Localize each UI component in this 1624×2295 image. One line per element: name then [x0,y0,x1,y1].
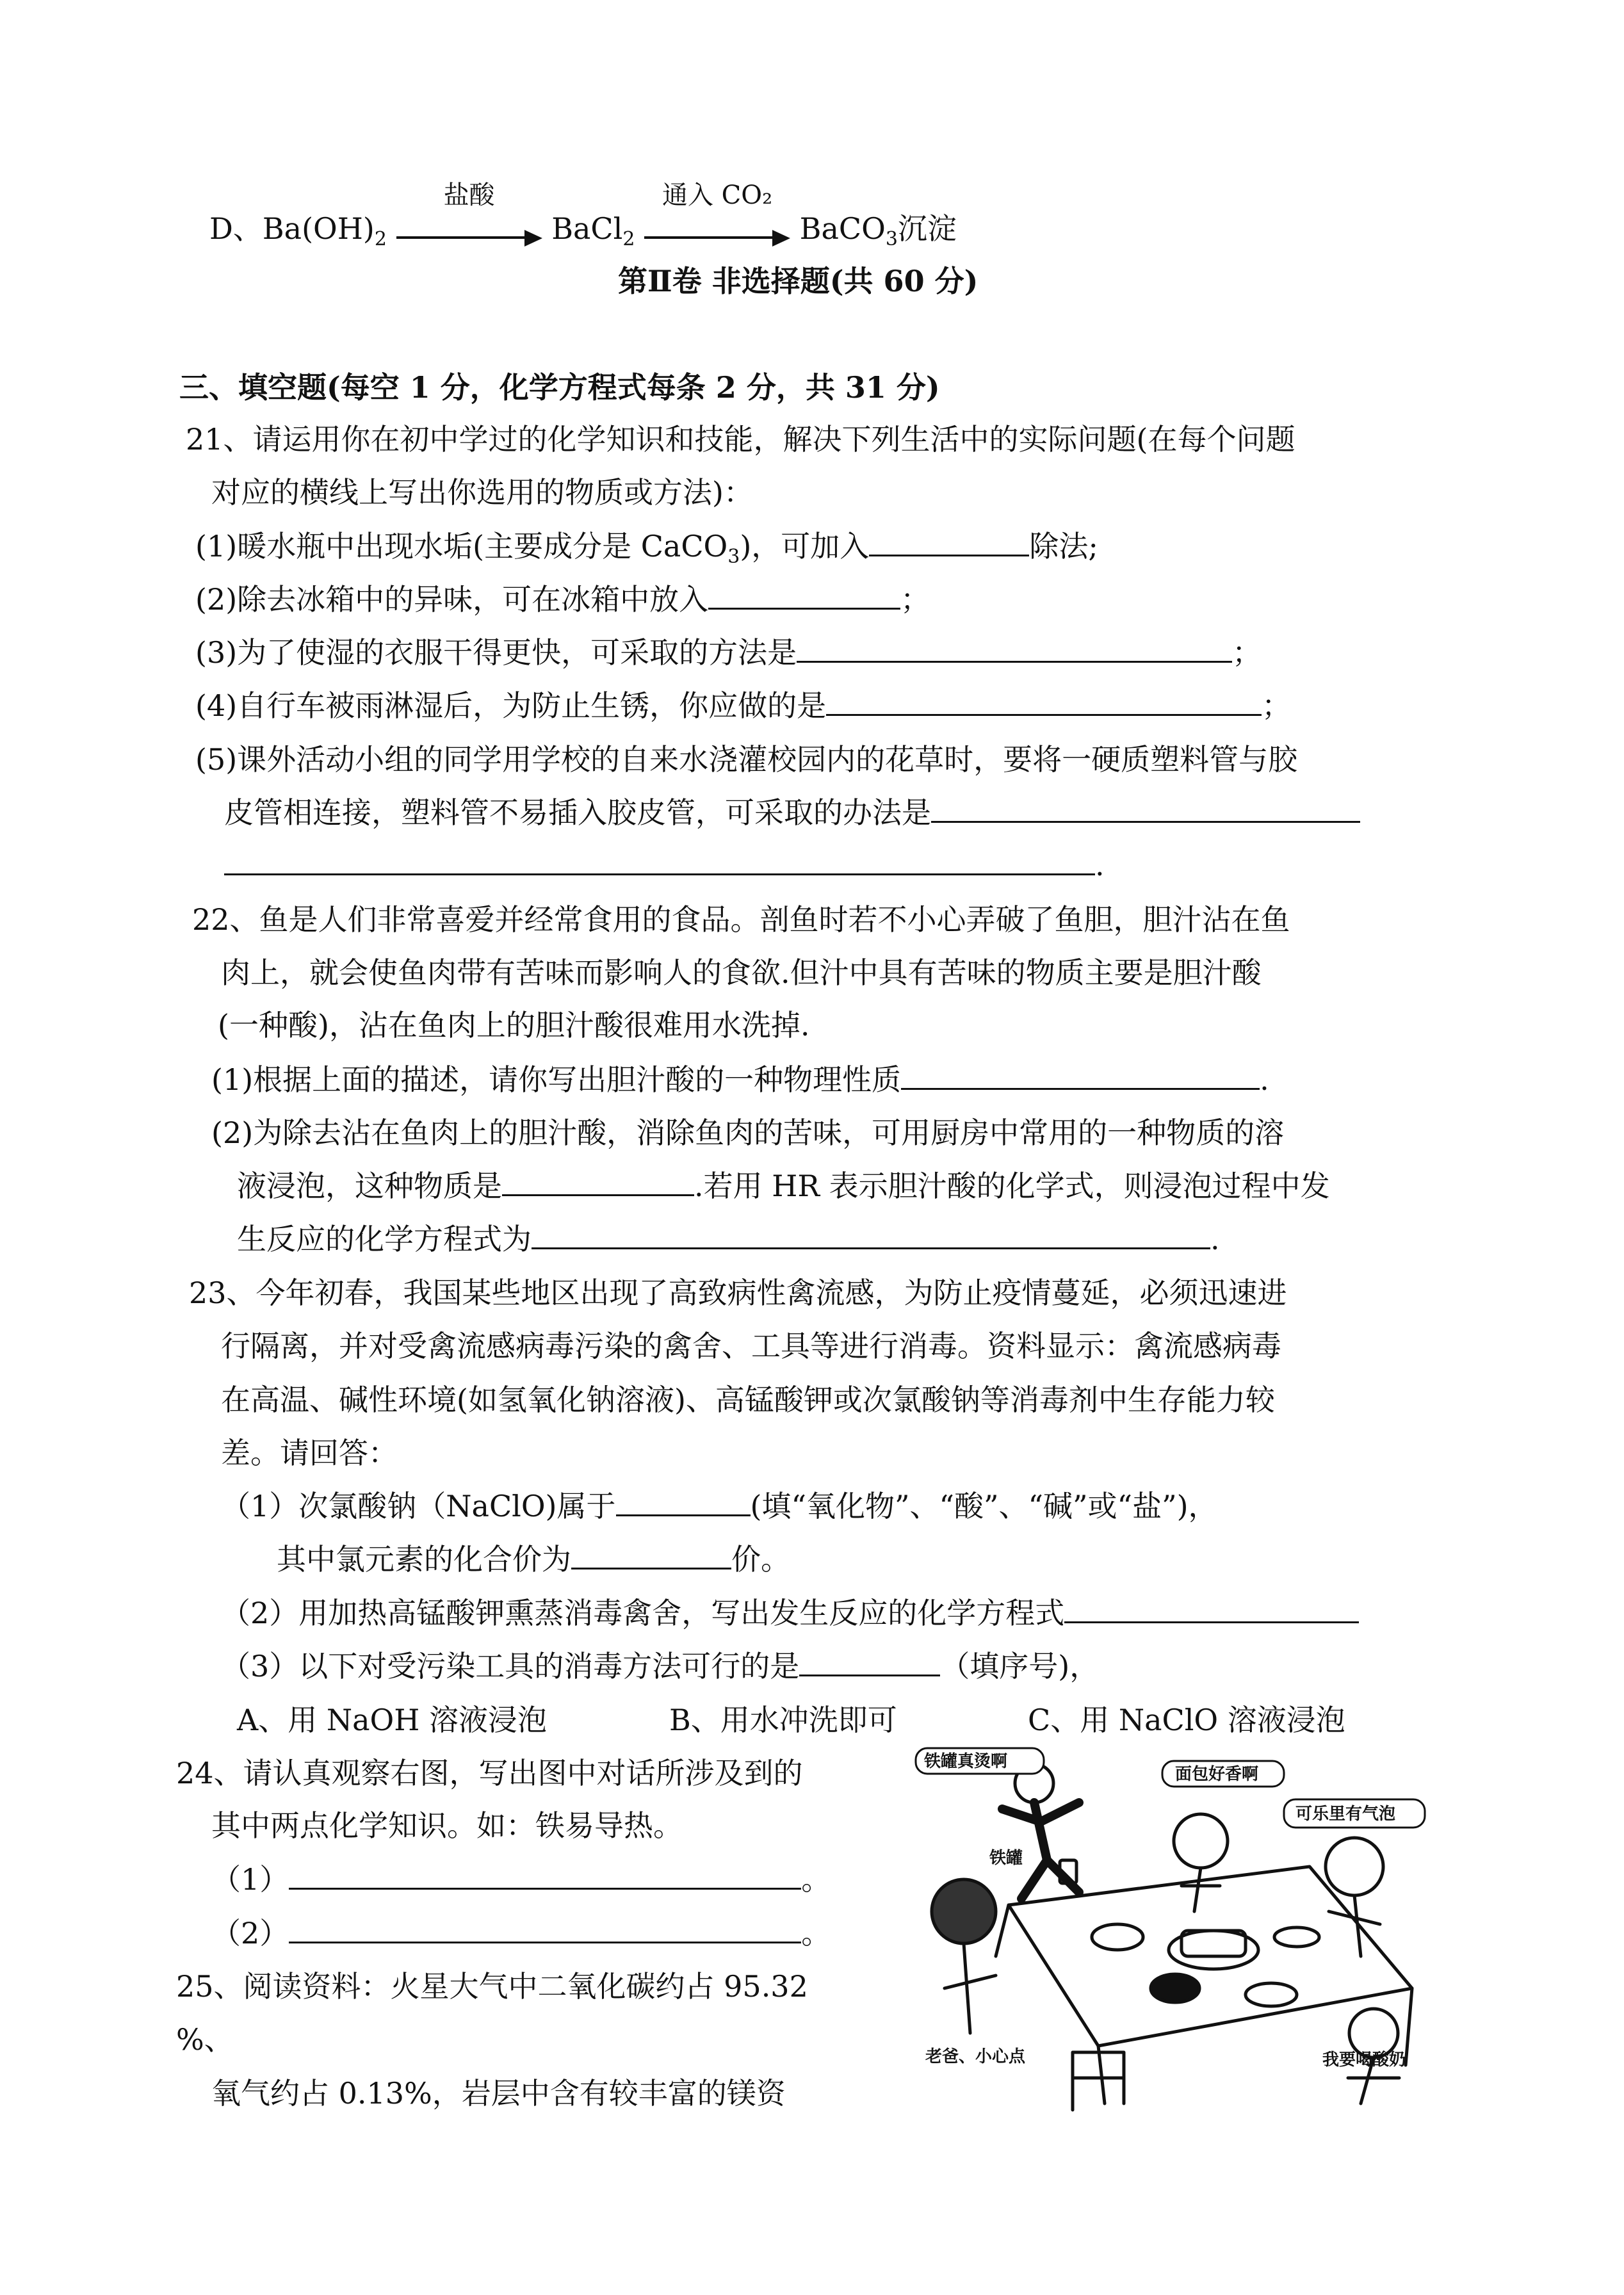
q23-option-a: A、用 NaOH 溶液浸泡 [237,1703,547,1737]
child-2-head [1326,1838,1383,1895]
q23-option-c: C、用 NaClO 溶液浸泡 [1028,1703,1345,1737]
q22-answer-2-blank[interactable] [502,1166,694,1196]
q23-part-1: （1）次氯酸钠（NaClO)属于 (填“氧化物”、“酸”、“碱”或“盐”)， [221,1486,1218,1526]
q25-stem-1: 25、阅读资料：火星大气中二氧化碳约占 95.32 [176,1969,808,2004]
q21-part-5-cont: 皮管相连接，塑料管不易插入胶皮管，可采取的办法是 [224,793,1360,832]
reaction-sub-3: 3 [885,228,898,250]
q25-stem-2: %、 [176,2022,234,2057]
q21-answer-2-blank[interactable] [708,580,900,610]
q23-option-b: B、用水冲洗即可 [669,1703,897,1737]
q21-answer-1-blank[interactable] [869,526,1029,556]
reaction-arrow-1 [396,181,542,248]
child-1-head [1174,1814,1228,1868]
q22-part-2-cont: 液浸泡，这种物质是 .若用 HR 表示胆汁酸的化学式，则浸泡过程中发 [237,1166,1330,1206]
reaction-sub-1: 2 [374,228,387,250]
q22-part-1: (1)根据上面的描述，请你写出胆汁酸的一种物理性质 . [211,1060,1269,1099]
q21-part-4: (4)自行车被雨淋湿后，为防止生锈，你应做的是 ； [195,686,1291,726]
reaction-intermediate: BaCl [551,211,623,246]
q23-stem-1: 23、今年初春，我国某些地区出现了高致病性禽流感，为防止疫情蔓延，必须迅速进 [189,1276,1287,1310]
bubble-1-text: 铁罐真烫啊 [924,1752,1008,1771]
bubble-3-text: 可乐里有气泡 [1295,1804,1396,1824]
q21-part-3: (3)为了使湿的衣服干得更快，可采取的方法是 ； [195,633,1262,672]
bowl [1151,1974,1199,2002]
reaction-arrow-2 [644,181,790,248]
q21-stem-2: 对应的横线上写出你选用的物质或方法)： [211,475,753,510]
q22-answer-1-blank[interactable] [901,1060,1260,1090]
q21-answer-5-blank-2[interactable] [224,845,1095,875]
reaction-line [209,181,957,259]
part-3-title: 三、填空题(每空 1 分，化学方程式每条 2 分，共 31 分) [179,370,940,405]
reaction-product-suffix: 沉淀 [897,211,957,246]
q23-part-2: （2）用加热高锰酸钾熏蒸消毒禽舍，写出发生反应的化学方程式 [221,1593,1359,1633]
family-dinner-cartoon [913,1745,1454,2123]
q21-part-1: (1)暖水瓶中出现水垢(主要成分是 CaCO$_3$)，可加入 除法; [195,526,1098,577]
q21-part-2: (2)除去冰箱中的异味，可在冰箱中放入 ； [195,580,930,619]
q22-stem-1: 22、鱼是人们非常喜爱并经常食用的食品。剖鱼时若不小心弄破了鱼胆，胆汁沾在鱼 [192,902,1290,937]
q21-stem-1: 21、请运用你在初中学过的化学知识和技能，解决下列生活中的实际问题(在每个问题 [186,422,1295,457]
q24-answer-2-blank[interactable] [289,1913,801,1943]
reaction-sub-2: 2 [622,228,635,250]
mother-head [932,1879,996,1943]
q23-part-1-cont: 其中氯元素的化合价为 价。 [277,1539,790,1579]
q22-part-2-equation: 生反应的化学方程式为 . [237,1219,1220,1259]
bubble-2-text: 面包好香啊 [1175,1765,1259,1784]
q23-answer-4-blank[interactable] [799,1646,940,1676]
q21-part-5: (5)课外活动小组的同学用学校的自来水浇灌校园内的花草时，要将一硬质塑料管与胶 [195,742,1298,777]
q22-answer-3-blank[interactable] [532,1219,1210,1249]
q23-stem-2: 行隔离，并对受禽流感病毒污染的禽舍、工具等进行消毒。资料显示：禽流感病毒 [221,1329,1281,1363]
arrow-1-label: 盐酸 [443,181,495,210]
q22-stem-2: 肉上，就会使鱼肉带有苦味而影响人的食欲.但汁中具有苦味的物质主要是胆汁酸 [221,955,1262,990]
q25-stem-3: 氧气约占 0.13%，岩层中含有较丰富的镁资 [211,2076,786,2111]
q21-answer-5-blank[interactable] [931,793,1360,823]
q21-part-5-line2: . [224,845,1105,885]
q24-answer-2: （2） 。 [211,1913,831,1953]
section-2-title: 第Ⅱ卷 非选择题(共 60 分) [618,264,978,298]
q22-stem-3: (一种酸)，沾在鱼肉上的胆汁酸很难用水洗掉. [218,1008,810,1042]
q21-answer-4-blank[interactable] [826,686,1262,716]
q22-part-2: (2)为除去沾在鱼肉上的胆汁酸，消除鱼肉的苦味，可用厨房中常用的一种物质的溶 [211,1115,1285,1150]
reaction-reactant: D、Ba(OH) [209,211,375,246]
bubble-6-text: 我要喝酸奶 [1322,2050,1406,2070]
q23-answer-1-blank[interactable] [616,1486,751,1516]
q24-answer-1-blank[interactable] [289,1860,801,1890]
q21-answer-3-blank[interactable] [797,633,1232,663]
chair [1073,2052,1124,2110]
q23-stem-4: 差。请回答： [221,1436,398,1470]
q23-answer-2-blank[interactable] [571,1539,731,1569]
q24-stem-1: 24、请认真观察右图，写出图中对话所涉及到的 [176,1756,803,1790]
q23-stem-3: 在高温、碱性环境(如氢氧化钠溶液)、高锰酸钾或次氯酸钠等消毒剂中生存能力较 [221,1383,1275,1417]
q24-stem-2: 其中两点化学知识。如：铁易导热。 [211,1808,683,1843]
q23-part-3: （3）以下对受污染工具的消毒方法可行的是 （填序号)， [221,1646,1099,1686]
q24-answer-1: （1） 。 [211,1860,831,1899]
reaction-product: BaCO [799,211,886,246]
bubble-5-text: 老爸、小心点 [925,2047,1026,2066]
arrow-2-label: 通入 CO₂ [662,181,773,210]
q23-answer-3-blank[interactable] [1064,1593,1359,1623]
bubble-4-text: 铁罐 [989,1849,1023,1868]
